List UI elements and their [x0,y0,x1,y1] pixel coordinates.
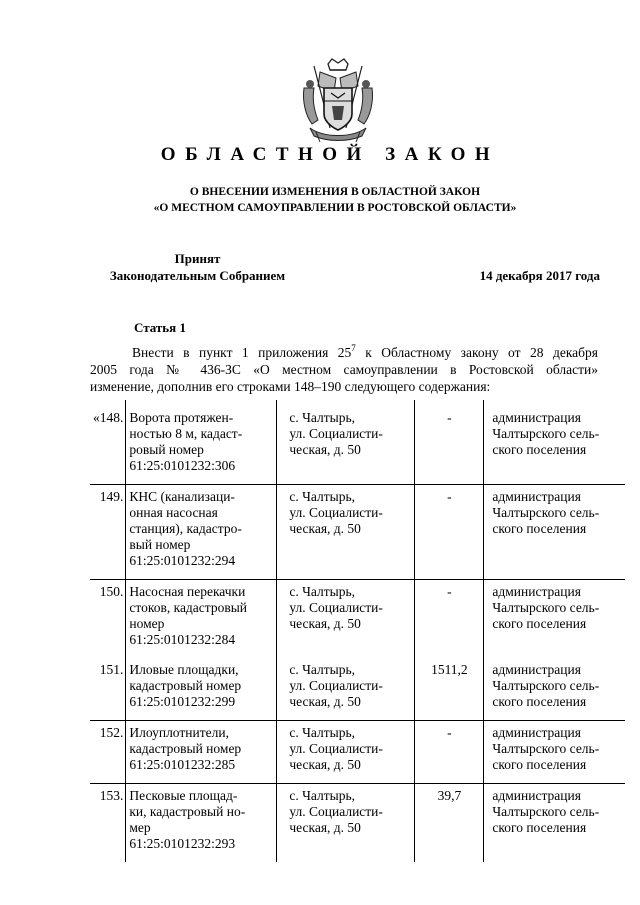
area-cell: 1511,2 [415,658,484,721]
owner-cell-line: администрация [492,662,581,677]
address-cell-line: ческая, д. 50 [289,616,361,631]
address-cell-line: ул. Социалисти- [289,678,383,693]
address-cell-line: ческая, д. 50 [289,694,361,709]
address-cell [277,400,415,485]
object-name-cell-line: Ворота протяжен- [129,410,234,425]
address-cell-line: ул. Социалисти- [289,741,383,756]
owner-cell-line: ского поселения [492,820,587,835]
owner-cell-line: ского поселения [492,757,587,772]
address-cell-line: с. Чалтырь, [289,662,355,677]
row-number: 149. [90,485,126,580]
object-name-cell-line: ки, кадастровый но- [129,804,246,819]
coat-of-arms-icon [300,58,376,144]
object-name-cell [126,400,277,485]
owner-cell-line: Чалтырского сель- [492,600,600,615]
area-cell: - [415,580,484,659]
object-name-cell-line: 61:25:0101232:285 [129,757,236,772]
address-cell [277,658,415,721]
row-number: «148. [90,400,126,485]
address-cell-line: ул. Социалисти- [289,600,383,615]
table-row [90,721,625,784]
owner-cell-line: администрация [492,489,581,504]
address-cell-line: с. Чалтырь, [289,410,355,425]
owner-cell-line: Чалтырского сель- [492,426,600,441]
article-heading: Статья 1 [134,320,186,335]
address-cell [277,580,415,659]
owner-cell [484,784,626,863]
address-cell-line: ул. Социалисти- [289,505,383,520]
object-name-cell-line: Насосная перекачки [129,584,246,599]
adoption-date: 14 декабря 2017 года [479,268,600,283]
owner-cell-line: администрация [492,584,581,599]
owner-cell [484,658,626,721]
area-cell: - [415,721,484,784]
table-row [90,485,625,580]
owner-cell [484,400,626,485]
object-name-cell-line: КНС (канализаци- [129,489,235,504]
object-name-cell-line: 61:25:0101232:284 [129,632,236,647]
owner-cell-line: ского поселения [492,616,587,631]
address-cell-line: ул. Социалисти- [289,804,383,819]
area-cell: - [415,400,484,485]
table-row [90,400,625,485]
document-subtitle-line2: «О МЕСТНОМ САМОУПРАВЛЕНИИ В РОСТОВСКОЙ ОБЛАСТИ» [153,202,517,214]
object-name-cell-line: кадастровый номер [129,678,242,693]
address-cell-line: ческая, д. 50 [289,442,361,457]
document-title: ОБЛАСТНОЙ ЗАКОН [160,144,500,165]
owner-cell [484,721,626,784]
object-name-cell-line: онная насосная [129,505,218,520]
address-cell-line: с. Чалтырь, [289,725,355,740]
address-cell-line: ческая, д. 50 [289,757,361,772]
object-name-cell [126,658,277,721]
object-name-cell-line: вый номер [129,537,191,552]
article-paragraph-line3: изменение, дополнив его строками 148–190 следующего содержания: [90,379,491,394]
owner-cell-line: Чалтырского сель- [492,741,600,756]
area-cell: - [415,485,484,580]
address-cell-line: ческая, д. 50 [289,521,361,536]
address-cell-line: ул. Социалисти- [289,426,383,441]
owner-cell-line: ского поселения [492,442,587,457]
object-name-cell-line: Иловые площадки, [129,662,239,677]
row-number: 152. [90,721,126,784]
object-name-cell-line: мер [129,820,151,835]
adopted-by: Законодательным Собранием [109,268,286,283]
owner-cell-line: ского поселения [492,521,587,536]
document-subtitle-line1: О ВНЕСЕНИИ ИЗМЕНЕНИЯ В ОБЛАСТНОЙ ЗАКОН [189,186,481,198]
object-name-cell [126,485,277,580]
owner-cell-line: администрация [492,410,581,425]
address-cell-line: с. Чалтырь, [289,788,355,803]
object-name-cell-line: станция), кадастро- [129,521,242,536]
object-name-cell-line: 61:25:0101232:299 [129,694,236,709]
object-name-cell-line: ровый номер [129,442,204,457]
owner-cell-line: Чалтырского сель- [492,505,600,520]
object-name-cell-line: 61:25:0101232:294 [129,553,236,568]
address-cell [277,721,415,784]
object-name-cell-line: Песковые площад- [129,788,238,803]
address-cell [277,485,415,580]
address-cell-line: ческая, д. 50 [289,820,361,835]
paragraph-text-before: Внести в пункт 1 приложения 25 [132,345,352,360]
area-cell: 39,7 [415,784,484,863]
address-cell-line: с. Чалтырь, [289,584,355,599]
row-number: 150. [99,584,124,599]
object-name-cell-line: номер [129,616,165,631]
object-name-cell [126,721,277,784]
object-name-cell-line: 61:25:0101232:306 [129,458,236,473]
paragraph-text-after: к Областному закону от 28 декабря [355,345,598,360]
object-name-cell [126,784,277,863]
object-name-cell-line: Илоуплотнители, [129,725,229,740]
owner-cell-line: ского поселения [492,694,587,709]
object-name-cell-line: ностью 8 м, кадаст- [129,426,243,441]
owner-cell [484,485,626,580]
object-name-cell-line: кадастровый номер [129,741,242,756]
object-name-cell [126,580,277,659]
row-number: 151. [90,658,126,721]
address-cell-line: с. Чалтырь, [289,489,355,504]
owner-cell-line: администрация [492,725,581,740]
table-row [90,580,625,659]
address-cell [277,784,415,863]
object-name-cell-line: стоков, кадастровый [129,600,248,615]
owner-cell-line: Чалтырского сель- [492,678,600,693]
owner-cell [484,580,626,659]
row-number: 153. [99,788,124,803]
owner-cell-line: Чалтырского сель- [492,804,600,819]
adopted-label: Принят [174,251,221,266]
superscript: 7 [351,343,356,353]
article-paragraph-line1 [90,344,598,361]
table-row [90,784,625,863]
objects-table [90,400,625,862]
table-row [90,658,625,721]
owner-cell-line: администрация [492,788,581,803]
article-paragraph-line2: 2005 года № 436-ЗС «О местном самоуправлении в Ростовской области» [90,362,598,377]
object-name-cell-line: 61:25:0101232:293 [129,836,236,851]
